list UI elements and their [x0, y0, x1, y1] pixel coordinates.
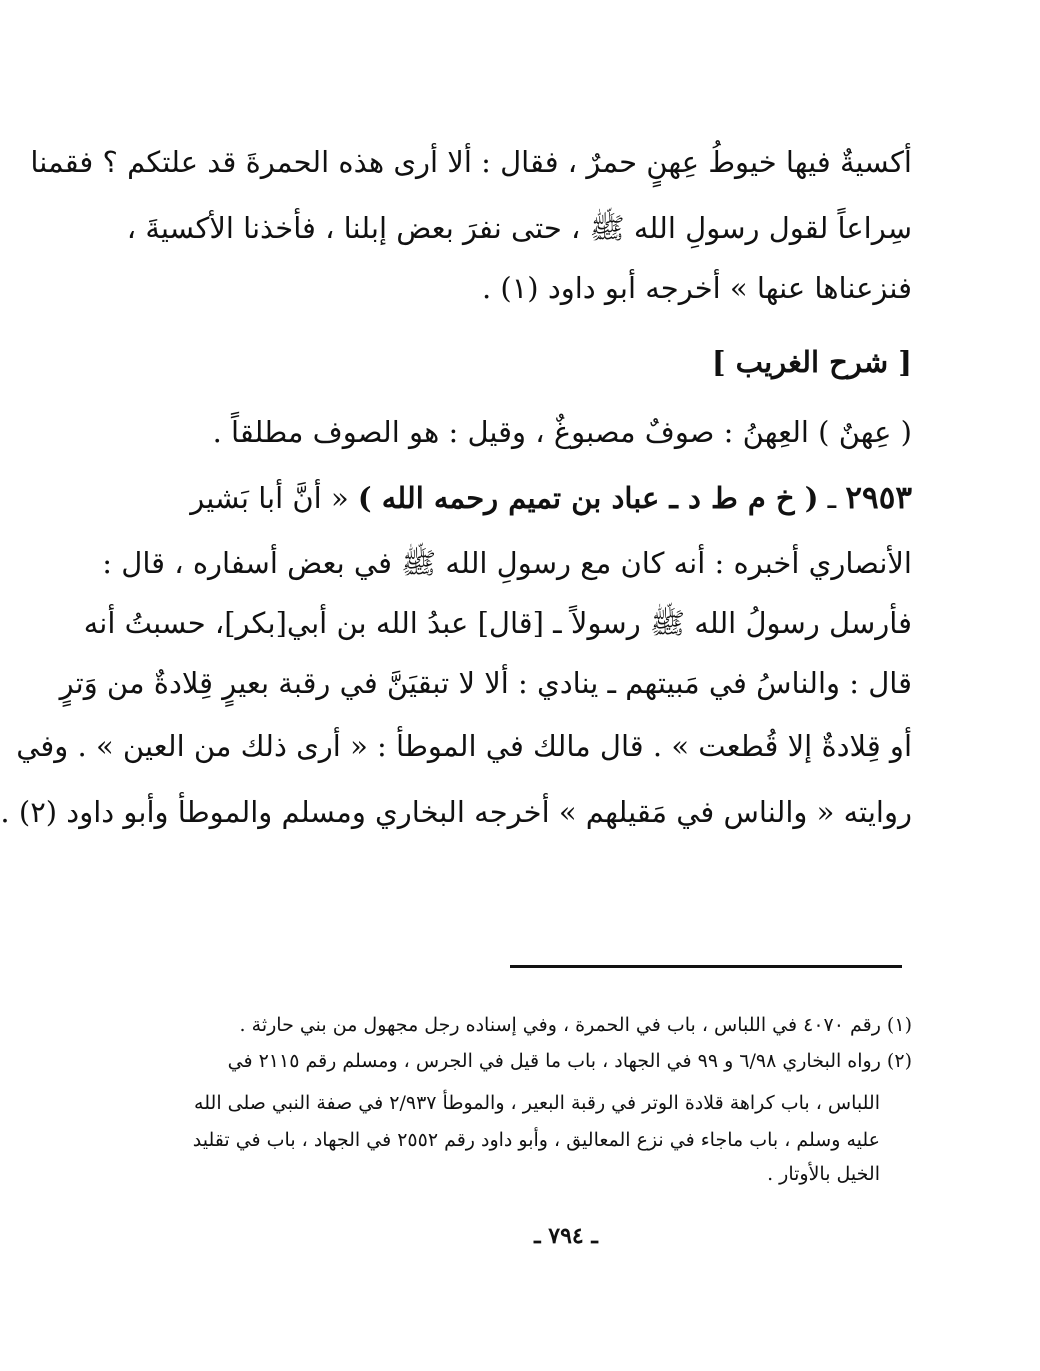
- hadith-line-3: قال : والناسُ في مَبيتهم ـ ينادي : ألا لا تبقيَنَّ في رقبة بعيرٍ قِلادةٌ من وَترٍ: [59, 666, 912, 700]
- footnote-2-line-3: عليه وسلم ، باب ماجاء في نزع المعاليق ، وأبو داود رقم ٢٥٥٢ في الجهاد ، باب في تقليد: [192, 1129, 880, 1151]
- text-line-2: سِراعاً لقول رسولِ الله ﷺ ، حتى نفرَ بعض إبلنا ، فأخذنا الأكسيةَ ،: [126, 211, 912, 245]
- hadith-line-4: أو قِلادةٌ إلا قُطعت » . قال مالك في الموطأ : « أرى ذلك من العين » . وفي: [16, 729, 912, 763]
- hadith-line-5: روايته « والناس في مَقيلهم » أخرجه البخاري ومسلم والموطأ وأبو داود (٢) .: [0, 795, 912, 829]
- hadith-opening: « أنَّ أبا بَشير: [190, 481, 358, 515]
- footnote-separator: [510, 965, 902, 968]
- hadith-source: ( خ م ط د ـ عباد بن تميم رحمه الله ): [357, 481, 819, 515]
- hadith-line-1: الأنصاري أخبره : أنه كان مع رسولِ الله ﷺ في بعض أسفاره ، قال :: [102, 546, 912, 580]
- footnote-2-line-4: الخيل بالأوتار .: [767, 1163, 880, 1185]
- hadith-number: ٢٩٥٣: [845, 480, 912, 516]
- text-line-1: أكسيةٌ فيها خيوطُ عِهنٍ حمرٌ ، فقال : ألا أرى هذه الحمرةَ قد علتكم ؟ فقمنا: [30, 145, 912, 179]
- footnote-2-line-2: اللباس ، باب كراهة قلادة الوتر في رقبة البعير ، والموطأ ٢/٩٣٧ في صفة النبي صلى الله: [194, 1092, 880, 1114]
- hadith-header-line: [192, 478, 912, 518]
- text-line-3: فنزعناها عنها » أخرجه أبو داود (١) .: [481, 271, 912, 305]
- section-heading: [ شرح الغريب ]: [711, 345, 912, 379]
- hadith-line-2: فأرسل رسولُ الله ﷺ رسولاً ـ [قال] عبدُ الله بن أبي[بكر]، حسبتُ أنه: [83, 606, 912, 640]
- hadith-dash: ـ: [818, 481, 846, 515]
- footnote-2-line-1: (٢) رواه البخاري ٦/٩٨ و ٩٩ في الجهاد ، باب ما قيل في الجرس ، ومسلم رقم ٢١١٥ في: [227, 1050, 912, 1072]
- gloss-line: ( عِهنٌ ) العِهنُ : صوفٌ مصبوغٌ ، وقيل : هو الصوف مطلقاً .: [212, 415, 912, 449]
- page-number: ـ ٧٩٤ ـ: [534, 1223, 598, 1249]
- footnote-1: (١) رقم ٤٠٧٠ في اللباس ، باب في الحمرة ، وفي إسناده رجل مجهول من بني حارثة .: [239, 1014, 912, 1036]
